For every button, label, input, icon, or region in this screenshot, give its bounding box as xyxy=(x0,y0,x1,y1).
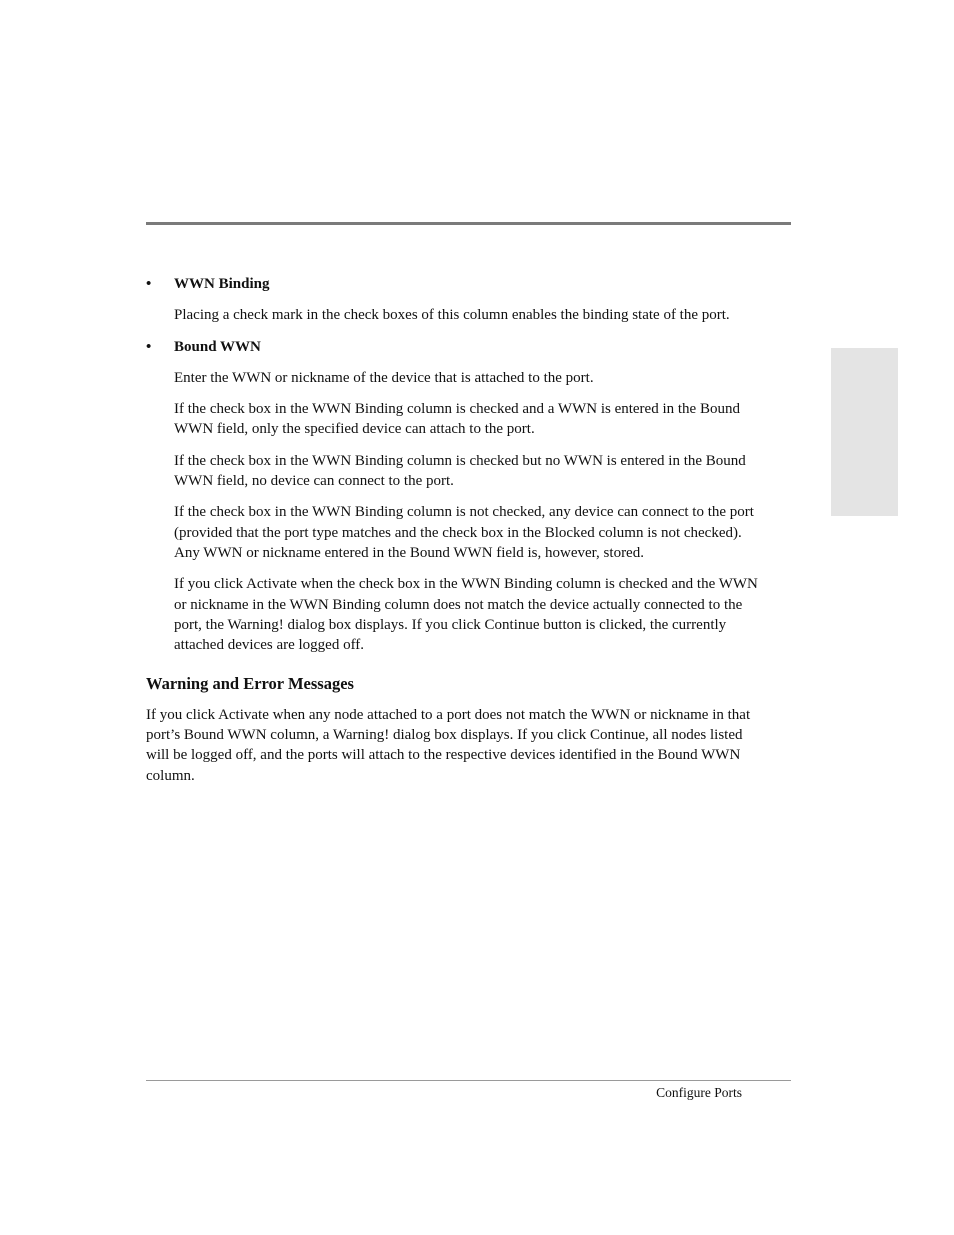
page-content xyxy=(146,274,766,786)
bullet-icon: • xyxy=(146,276,152,292)
paragraph: If you click Activate when the check box in the WWN Binding column is checked and the WWN or nickname in the WWN Binding column does not match the device actually connected to the port, the Warning! dialog box displays. If you click Continue button is clicked, the currently attached devices are logged off. xyxy=(174,576,758,654)
chapter-tab xyxy=(831,348,898,516)
bullet-icon: • xyxy=(146,338,152,355)
paragraph: If the check box in the WWN Binding column is checked and a WWN is entered in the Bound WWN field, only the specified device can attach to the port. xyxy=(174,401,740,438)
bullet-item-wwn-binding xyxy=(146,274,766,294)
bullet-title: WWN Binding xyxy=(174,276,270,292)
footer-rule xyxy=(146,1080,791,1081)
paragraph: Placing a check mark in the check boxes of this column enables the binding state of the port. xyxy=(174,307,730,324)
section-body: If you click Activate when any node attached to a port does not match the WWN or nickname in that port’s Bound WWN column, a Warning! dialog box displays. If you click Continue, all nodes listed will be logged off, and the ports will attach to the respective devices identified in the Bound WWN column. xyxy=(146,706,751,784)
paragraph: If the check box in the WWN Binding column is checked but no WWN is entered in the Bound WWN field, no device can connect to the port. xyxy=(174,452,746,490)
paragraph: If the check box in the WWN Binding column is not checked, any device can connect to the port (provided that the port type matches and the check box in the Blocked column is not checked). Any WWN or nickname entered in the Bound WWN field is, however, stored. xyxy=(174,504,754,561)
footer-label: Configure Ports xyxy=(656,1085,742,1100)
bullet-item-bound-wwn xyxy=(146,337,766,357)
paragraph: Enter the WWN or nickname of the device that is attached to the port. xyxy=(174,369,594,386)
header-rule xyxy=(146,222,791,225)
bullet-title: Bound WWN xyxy=(174,338,261,355)
section-heading: Warning and Error Messages xyxy=(146,674,354,694)
